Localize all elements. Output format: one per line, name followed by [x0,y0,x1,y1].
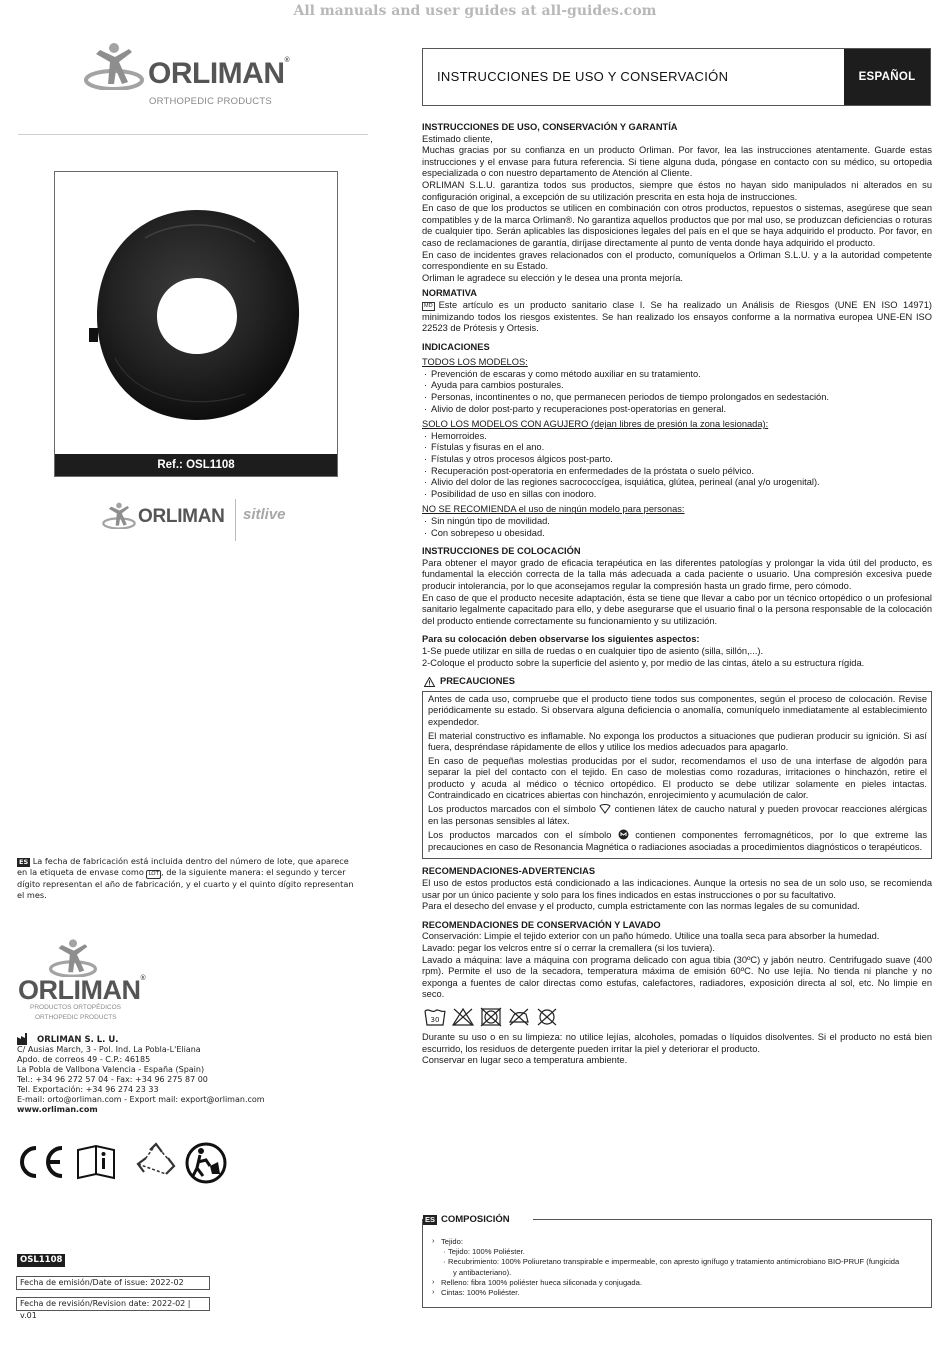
address-line: E-mail: orto@orliman.com - Export mail: export@orliman.com [17,1095,265,1104]
orliman-figure-icon [102,501,136,529]
section-heading: Para su colocación deben observarse los siguientes aspectos: [422,634,700,645]
paragraph: MD Este artículo es un producto sanitario clase I. Se ha realizado un Análisis de Riesgos (UNE EN ISO 14971) minimizando todos los riesgos existentes. Se han realizado los ensayos conforme a la normativa europea UNE-EN ISO 22523 de Prótesis y Ortesis. [422,299,932,334]
orliman-wordmark: ORLIMAN® [148,57,290,90]
composition-heading: ES COMPOSICIÓN [423,1214,514,1225]
address-line: C/ Ausias March, 3 - Pol. Ind. La Pobla-L'Eliana [17,1045,201,1054]
orliman-tagline: ORTHOPEDIC PRODUCTS [149,96,272,107]
section-heading: RECOMENDACIONES DE CONSERVACIÓN Y LAVADO [422,919,661,930]
brand-row [102,497,302,541]
no-dry-clean-icon [536,1007,558,1027]
list-item: · Recubrimiento: 100% Poliuretano transpirable e impermeable, con apresto ignífugo y tratamiento antimicrobiano BIO-PRUF (fungicida [431,1257,926,1267]
language-badge: ES [425,1214,436,1224]
list-item: › Cintas: 100% Poliéster. [431,1288,926,1298]
list-item: · Alivio de dolor post-parto y recuperaciones post-operatorias en general. [422,404,932,416]
sitlive-logo: sitlive [243,506,286,523]
list-item: y antibacteriano). [453,1267,512,1277]
list-item: · Fístulas y otros procesos álgicos post-parto. [422,454,932,466]
section-heading: RECOMENDACIONES-ADVERTENCIAS [422,866,596,877]
lot-symbol: LOT [148,871,159,877]
paragraph: Durante su uso o en su limpieza: no utilice lejías, alcoholes, pomadas o líquidos disolventes. Si el producto no está bien escurrido, los residuos de detergente pueden irritar la piel y deteriorar el producto. [422,1031,932,1054]
latex-icon [599,804,611,814]
paragraph: Muchas gracias por su confianza en un producto Orliman. Por favor, lea las instrucciones atentamente. Guarde estas instrucciones y el envase para futura referencia. Si tiene alguna duda, póngase en contacto con su médico, su ortopedia especializada o con nuestro departamento de Atención al Cliente. [422,145,932,179]
section-heading: NORMATIVA [422,288,477,299]
list-item: · Personas, incontinentes o no, que permanecen periodos de tiempo prolongados en sedestación. [422,392,932,404]
divider [18,134,368,135]
paragraph: En caso de pequeñas molestias producidas por el sudor, recomendamos el uso de una interfase de algodón para separar la piel del contacto con el tejido. En caso de molestias como rozaduras, irritaciones o hinchazón, retire el producto y acuda al médico o técnico ortopédico. El producto se debe utilizar solamente en pieles intactas. Contraindicado en cicatrices abiertas con hinchazón, enrojecimiento y acumulación de calor. [428,755,927,801]
watermark: All manuals and user guides at all-guides.com [293,3,657,19]
subheading: TODOS LOS MODELOS: [422,357,528,368]
section-heading: INSTRUCCIONES DE COLOCACIÓN [422,546,581,557]
list-item: · Alivio del dolor de las regiones sacrococcígea, isquiática, glútea, perineal (anal y/o urogenital). [422,477,932,489]
ferromagnetic-icon [618,829,629,840]
list-item: · Recuperación post-operatoria en enfermedades de la próstata o suelo pélvico. [422,466,932,478]
subheading: NO SE RECOMIENDA el uso de ningún modelo para personas: [422,504,685,515]
manufacturer-info [17,1035,297,1115]
address-line: Tel. Exportación: +34 96 274 23 33 [17,1085,159,1094]
paragraph: 1-Se puede utilizar en silla de ruedas o en cualquier tipo de asiento (silla, sillón,...). [422,645,764,656]
medical-device-icon: MD [424,302,433,309]
paragraph: El material constructivo es inflamable. No exponga los productos a situaciones que pudieran producir su ignición. Si así fuera, despréndase rápidamente de ellos y utilice los medios adecuados para apagarlo. [428,730,927,753]
list-item: · Con sobrepeso u obesidad. [422,528,932,540]
no-tumble-dry-icon [480,1007,502,1027]
ce-mark-icon [14,1144,66,1180]
list-item: · Sin ningún tipo de movilidad. [422,516,932,528]
address-line: La Pobla de Vallbona Valencia - España (Spain) [17,1065,205,1074]
list-item: › Relleno: fibra 100% poliéster hueca siliconada y conjugada. [431,1278,926,1288]
language-label: ESPAÑOL [844,49,930,105]
product-image-frame [54,171,338,477]
paragraph: En caso de que los productos se utilicen en combinación con otros productos, repuestos o sistemas, asegúrese que sean compatibles y de la marca Orliman®. No garantiza aquellos productos que por mal uso, se produzcan deficiencias o roturas de cualquier tipo. Serán aplicables las disposiciones legales del país en el que se haya adquirido el producto. Por favor, en caso de reclamaciones de garantía, diríjase directamente al punto de venta donde haya adquirido el producto. [422,203,932,248]
dispose-waste-icon [184,1142,228,1184]
product-code-tag: OSL1108 [17,1254,65,1267]
composition-list [431,1237,926,1298]
cushion-ring-image [85,198,309,430]
list-item: · Fístulas y fisuras en el ano. [422,442,932,454]
company-name: ORLIMAN S. L. U. [37,1035,119,1045]
tagline-en: ORTHOPEDIC PRODUCTS [35,1014,117,1021]
address-line: Tel.: +34 96 272 57 04 - Fax: +34 96 275 87 00 [17,1075,208,1084]
brand-wordmark: ORLIMAN [138,506,225,527]
orliman-wordmark: ORLIMAN® [18,975,146,1005]
paragraph: Lavado a máquina: lave a máquina con programa delicado con agua tibia (30ºC) y jabón neutro. Centrifugado suave (400 rpm). Permite el uso de la secadora, temperatura máxima de emisión 60ºC. No use lejía. No tienda ni planche y no exponga a fuentes de calor directas como estufas, calefactores, radiadores, exposición directa al sol, etc. No limpie en seco. [422,954,932,1000]
section-heading: INDICACIONES [422,341,490,352]
list-item: › Tejido: [431,1237,926,1247]
document-title: INSTRUCCIONES DE USO Y CONSERVACIÓN [437,69,729,84]
paragraph: Antes de cada uso, compruebe que el producto tiene todos sus componentes, según el proceso de colocación. Revise periódicamente su estado. Si observara alguna deficiencia o anomalía, comuníquelo inmediatamente al establecimiento expendedor. [428,693,927,727]
warning-icon [424,677,435,687]
orliman-figure-icon [84,40,144,90]
list-item: · Tejido: 100% Poliéster. [431,1247,926,1257]
no-bleach-icon [452,1007,474,1027]
brand-separator [235,499,236,541]
issue-date: Fecha de emisión/Date of issue: 2022-02 [16,1276,210,1290]
wash-30-icon [424,1007,446,1027]
orliman-logo [84,40,314,110]
orliman-figure-icon [48,937,98,977]
recycle-icon [136,1142,176,1182]
tagline-es: PRODUCTOS ORTOPÉDICOS [30,1004,122,1011]
list-item: · Ayuda para cambios posturales. [422,380,932,392]
paragraph: Estimado cliente, [422,133,493,144]
paragraph: En caso de incidentes graves relacionados con el producto, comuníquelos a Orliman S.L.U. y a la autoridad competente correspondiente en su Estado. [422,249,932,272]
paragraph: Conservación: Limpie el tejido exterior con un paño húmedo. Utilice una toalla seca para absorber la humedad. [422,931,880,942]
precautions-box [422,691,932,860]
manufacturing-date-note: ES La fecha de fabricación está incluida dentro del número de lote, que aparece en la etiqueta de envase como LOT , de la siguiente manera: el segundo y tercer dígito representan el año de fabricación, y el cuarto y el quinto dígito representan el mes. [17,856,354,900]
regulatory-icons [14,1140,234,1184]
paragraph: Los productos marcados con el símbolo contienen látex de caucho natural y pueden provocar reacciones alérgicas en las personas sensibles al látex. [428,804,927,826]
svg-text:30: 30 [430,1015,440,1024]
precautions-heading: PRECAUCIONES [424,676,932,688]
paragraph: Para el desecho del envase y el producto, cumpla estrictamente con las normas legales de su comunidad. [422,901,860,912]
composition-rule [533,1219,931,1220]
section-heading: INSTRUCCIONES DE USO, CONSERVACIÓN Y GARANTÍA [422,122,678,132]
website-link[interactable]: www.orliman.com [17,1105,98,1114]
consult-instructions-icon [76,1144,116,1180]
address-line: Apdo. de correos 49 - C.P.: 46185 [17,1055,151,1064]
paragraph: ORLIMAN S.L.U. garantiza todos sus productos, siempre que éstos no hayan sido manipulados ni alterados en su configuración original, a excepción de su utilización prescrita en esta hoja de instrucciones. [422,179,932,202]
paragraph: Conservar en lugar seco a temperatura ambiente. [422,1055,628,1066]
instructions-content [422,122,932,1067]
product-reference: Ref.: OSL1108 [55,454,337,476]
language-badge: ES [19,858,29,866]
care-symbols [424,1007,932,1027]
paragraph: Lavado: pegar los velcros entre sí o cerrar la cremallera (si los tuviera). [422,943,715,953]
paragraph: 2-Coloque el producto sobre la superficie del asiento y, por medio de las cintas, átelo a su estructura rígida. [422,657,865,668]
subheading: SOLO LOS MODELOS CON AGUJERO (dejan libres de presión la zona lesionada): [422,419,769,430]
manufacturer-icon [17,1033,31,1045]
orliman-logo-bottom [18,937,218,1027]
paragraph: Orliman le agradece su elección y le desea una pronta mejoría. [422,272,683,283]
paragraph: En caso de que el producto necesite adaptación, ésta se tiene que llevar a cabo por un técnico ortopédico o un profesional sanitario legalmente capacitado para ello, y debe asegurarse que el usuario final o la persona responsable de la colocación del producto entiende correctamente su funcionamiento y su utilización. [422,592,932,626]
paragraph: El uso de estos productos está condicionado a las indicaciones. Aunque la ortesis no sea de un solo uso, se recomienda usar por un único paciente y solo para los fines indicados en estas instrucciones o por su facultativo. [422,878,932,900]
list-item: · Hemorroides. [422,431,932,443]
paragraph: Para obtener el mayor grado de eficacia terapéutica en las diferentes patologías y prolongar la vida útil del producto, es fundamental la elección correcta de la talla más adecuada a cada paciente o usuario. Una compresión excesiva puede producir intolerancia, por lo que aconsejamos regular la compresión hasta un grado firme, pero cómodo. [422,557,932,591]
list-item: · Prevención de escaras y como método auxiliar en su tratamiento. [422,369,932,381]
revision-date: Fecha de revisión/Revision date: 2022-02 | v.01 [16,1297,210,1311]
composition-box [422,1214,932,1308]
paragraph: Los productos marcados con el símbolo contienen componentes ferromagnéticos, por lo que extreme las precauciones en caso de Resonancia Magnética o radiaciones asociadas a procedimientos diagnósticos o terapéuticos. [428,830,927,852]
list-item: · Posibilidad de uso en sillas con inodoro. [422,489,932,501]
no-iron-icon [508,1007,530,1027]
document-header [422,48,931,106]
